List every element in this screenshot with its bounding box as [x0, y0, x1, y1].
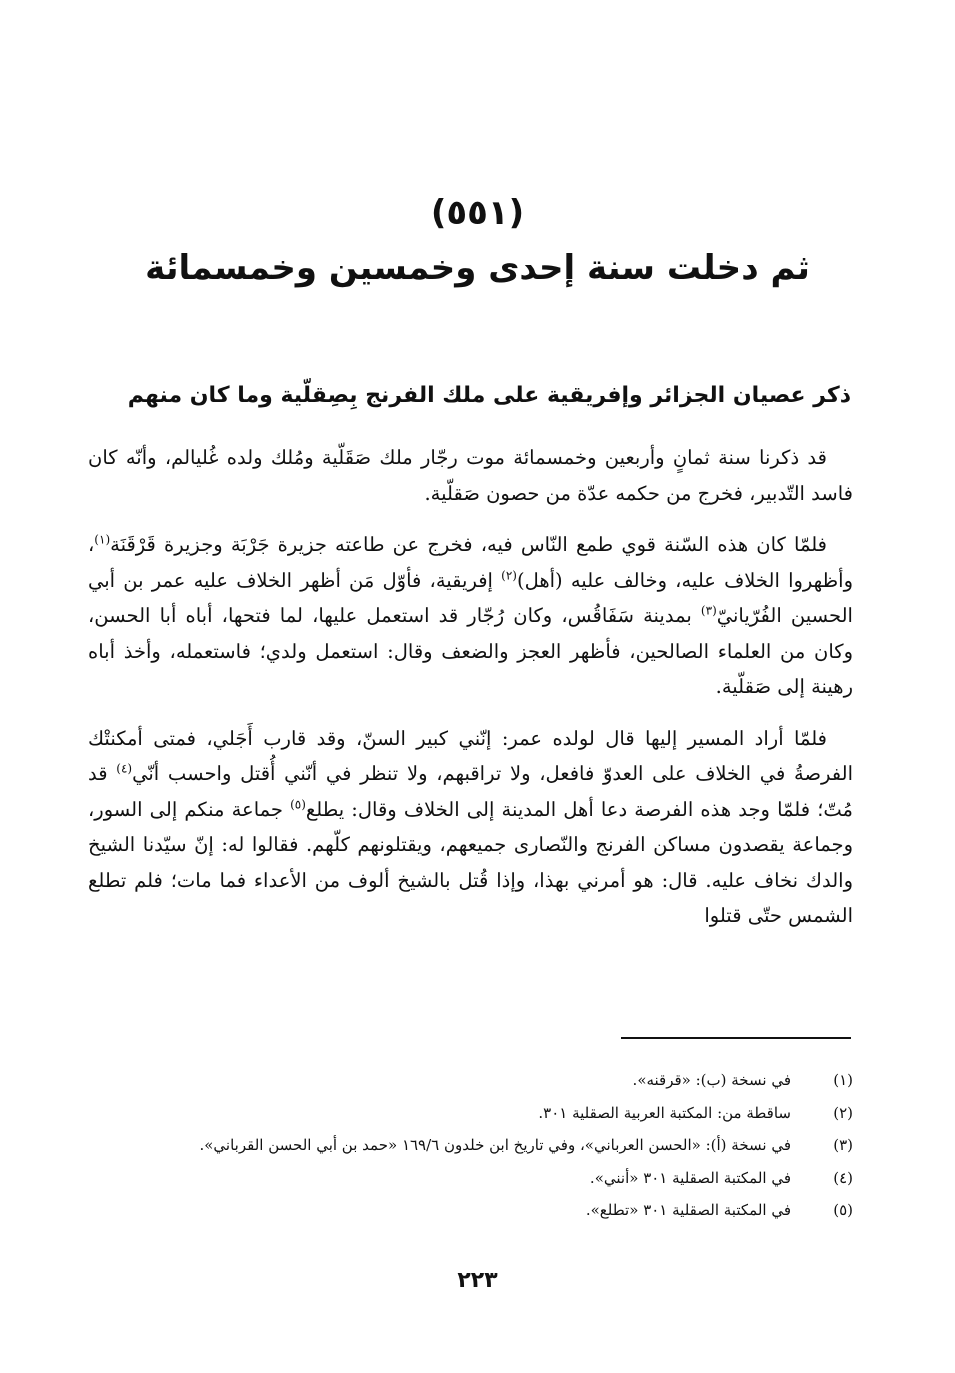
paragraph-2-text-d: بمدينة سَفَاقُس، وكان رُجّار قد استعمل عليها، لما فتحها، أباه أبا الحسن، وكان من العلماء الصالحين، فأظهر العجز والضعف وقال: استعمل ولدي؛ فاستعمله، وأخذ أباه رهينة إلى صَقلّية.: [88, 604, 853, 698]
footnote-number: (٤): [833, 1168, 853, 1187]
paragraph-2-text-b: ، وأظهروا الخلاف عليه، وخالف عليه (أهل): [88, 533, 854, 592]
footnote-text: في نسخة (ب): «قرقنه».: [632, 1071, 791, 1089]
footnote-item: [60, 1194, 853, 1227]
footnote-number: (١): [833, 1071, 853, 1089]
paragraph-2: [88, 527, 853, 705]
paragraph-3-text-c: جماعة منكم إلى السور، وجماعة يقصدون مساكن الفرنج والنّصارى جميعهم، ويقتلونهم كلّهم. فقالوا له: إنّ سيّدنا الشيخ والدك نخاف عليه. قال: هو أمرني بهذا، وإذا قُتل بالشيخ ألوف من الأعداء فما مات؛ فلم تطلع الشمس حتّى قتلوا: [88, 797, 853, 927]
paragraph-1-text: قد ذكرنا سنة ثمانٍ وأربعين وخمسمائة موت رجّار ملك صَقَلّية ومُلك ولده غُليالم، وأنّه كان فاسد التّدبير، فخرج من حكمه عدّة من حصون صَقلّية.: [88, 446, 853, 505]
footnote-ref-4: (٤): [116, 761, 133, 776]
footnote-item: [60, 1097, 853, 1130]
paragraph-2-text-a: فلمّا كان هذه السّنة قوي طمع النّاس فيه، فخرج عن طاعته جزيرة جَرْبَة وجزيرة قَرْقَنَة: [110, 533, 827, 556]
paragraph-3: [88, 721, 853, 934]
paragraph-3-text-a: فلمّا أراد المسير إليها قال لولده عمر: إنّني كبير السنّ، وقد قارب أَجَلي، فمتى أمكنتْك الفرصةُ في الخلاف على العدوّ فافعل، ولا تراقبهم، ولا تنظر في أنّني أُقتل واحسب أنّي: [88, 726, 853, 785]
footnote-ref-1: (١): [94, 532, 111, 547]
footnote-divider: [621, 1037, 851, 1039]
paragraph-1: [88, 440, 853, 511]
year-number: (٥٥١): [430, 193, 525, 233]
footnote-text: في المكتبة الصقلية ٣٠١ «أنني».: [589, 1168, 791, 1187]
footnote-ref-3: (٣): [700, 603, 717, 618]
footnote-ref-2: (٢): [501, 568, 517, 582]
footnote-number: (٥): [833, 1201, 853, 1219]
paragraph-2-text-c: إفريقية، فأوّل مَن أظهر الخلاف عليه عمر بن أبي الحسين الفُرّيانيّ: [88, 568, 853, 627]
body-text: [88, 440, 853, 950]
footnote-item: [60, 1129, 853, 1162]
chapter-title: ثم دخلت سنة إحدى وخمسين وخمسمائة: [145, 248, 810, 288]
footnote-item: [60, 1064, 853, 1097]
footnote-text: في المكتبة الصقلية ٣٠١ «تطلع».: [585, 1201, 791, 1219]
footnotes-list: [60, 1064, 853, 1227]
section-heading: ذكر عصيان الجزائر وإفريقية على ملك الفرنج بِصِقلّية وما كان منهم: [127, 383, 851, 408]
footnote-text: في نسخة (أ): «الحسن العرباني»، وفي تاريخ ابن خلدون ١٦٩/٦ «حمد بن أبي الحسن القرباني».: [199, 1136, 791, 1154]
footnote-item: [60, 1162, 853, 1195]
footnote-number: (٢): [833, 1103, 853, 1122]
footnote-ref-5: (٥): [290, 797, 306, 811]
footnote-number: (٣): [833, 1136, 853, 1154]
paragraph-3-text-b: قد مُتّ؛ فلمّا وجد هذه الفرصة دعا أهل المدينة إلى الخلاف وقال: يطلع: [88, 762, 853, 821]
footnote-text: ساقطة من: المكتبة العربية الصقلية ٣٠١.: [538, 1103, 791, 1122]
page-number: ٢٢٣: [457, 1268, 498, 1293]
